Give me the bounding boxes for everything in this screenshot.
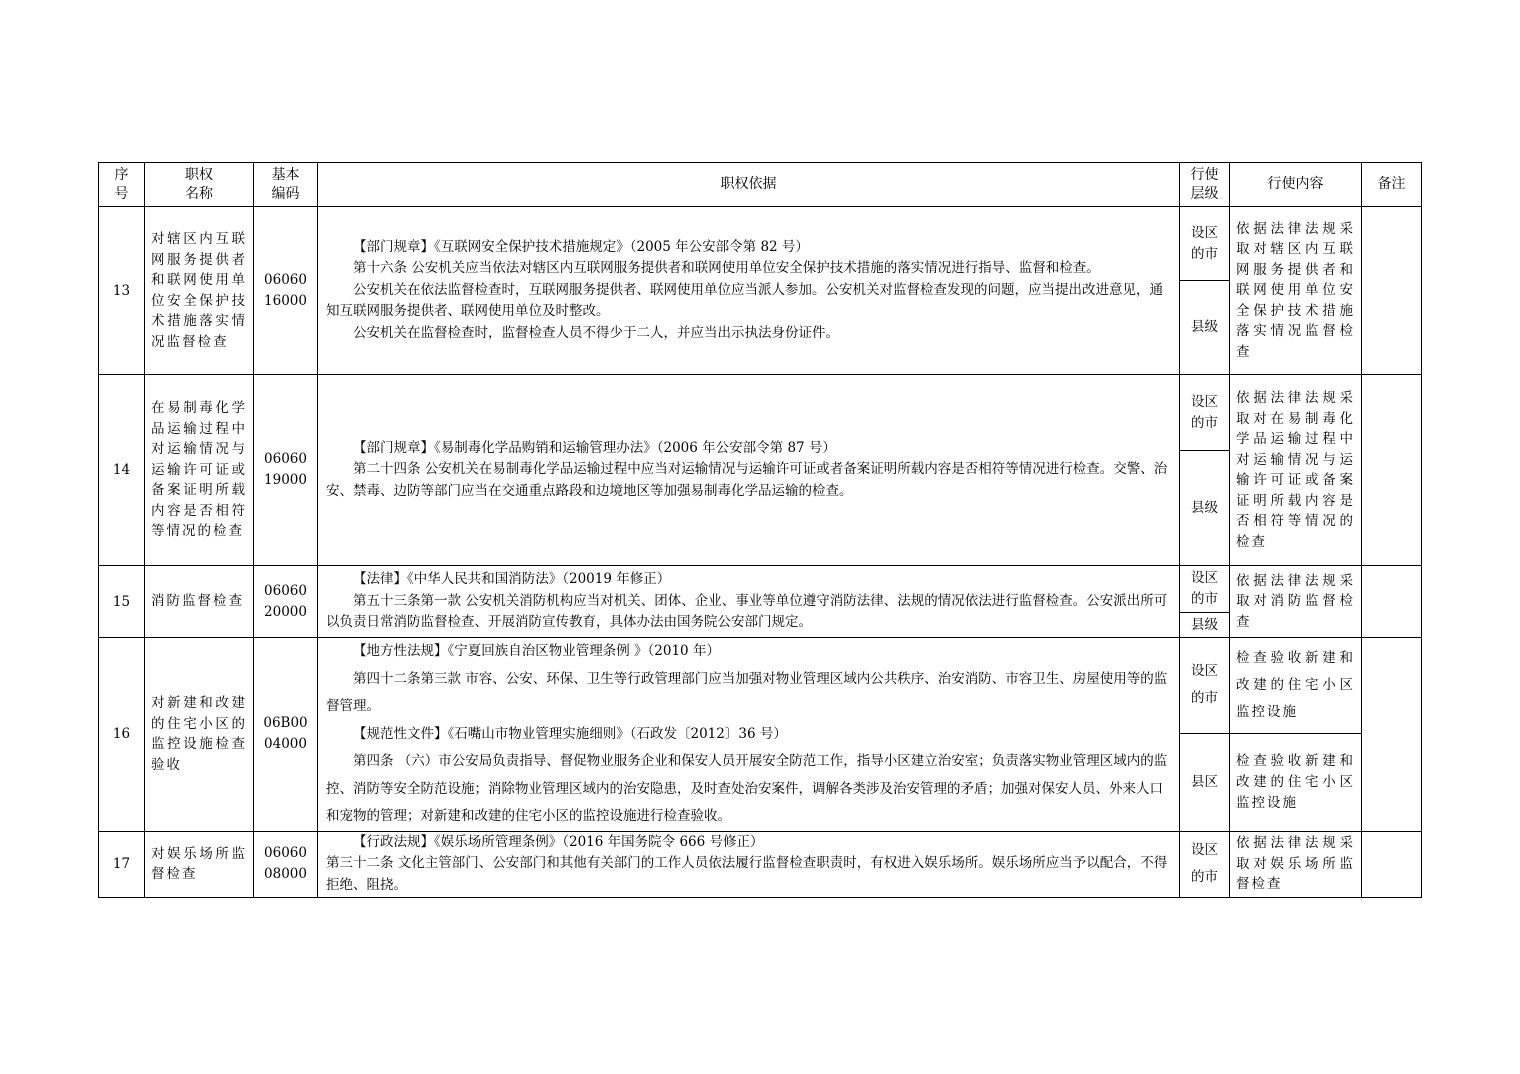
row-level: 设区的市 bbox=[1180, 566, 1230, 613]
row-content: 依据法律法规采取对辖区内互联网服务提供者和联网使用单位安全保护技术措施落实情况监督检查 bbox=[1230, 207, 1362, 375]
row-level: 县级 bbox=[1180, 613, 1230, 638]
table-row bbox=[99, 566, 1422, 613]
row-remark bbox=[1362, 638, 1422, 832]
header-name: 职权名称 bbox=[145, 163, 254, 207]
row-content: 检查验收新建和改建的住宅小区监控设施 bbox=[1230, 638, 1362, 734]
header-level: 行使层级 bbox=[1180, 163, 1230, 207]
row-level: 设区的市 bbox=[1180, 638, 1230, 734]
row-level: 县级 bbox=[1180, 281, 1230, 375]
row-code: 06060 08000 bbox=[254, 831, 318, 897]
row-content: 依据法律法规采取对在易制毒化学品运输过程中对运输情况与运输许可证或备案证明所载内容是否相符等情况的检查 bbox=[1230, 375, 1362, 566]
header-row bbox=[99, 163, 1422, 207]
row-remark bbox=[1362, 207, 1422, 375]
header-seq: 序号 bbox=[99, 163, 145, 207]
row-level: 设区的市 bbox=[1180, 831, 1230, 897]
header-remark: 备注 bbox=[1362, 163, 1422, 207]
header-code: 基本编码 bbox=[254, 163, 318, 207]
row-level: 设区的市 bbox=[1180, 375, 1230, 451]
row-remark bbox=[1362, 375, 1422, 566]
row-code: 06060 20000 bbox=[254, 566, 318, 638]
authority-table bbox=[98, 162, 1422, 898]
table-row bbox=[99, 207, 1422, 281]
row-seq: 16 bbox=[99, 638, 145, 832]
row-name: 对娱乐场所监督检查 bbox=[145, 831, 254, 897]
row-basis: 【地方性法规】《宁夏回族自治区物业管理条例 》（2010 年） 第四十二条第三款 市容、公安、环保、卫生等行政管理部门应当加强对物业管理区域内公共秩序、治安消防、市容卫生、房屋使用等的监督管理。 【规范性文件】《石嘴山市物业管理实施细则》（石政发〔2012〕36 号） 第四条 （六）市公安局负责指导、督促物业服务企业和保安人员开展安全防范工作，指导小区建立治安室；负责落实物业管理区域内的监控、消防等安全防范设施；消除物业管理区域内的治安隐患，及时查处治安案件，调解各类涉及治安管理的矛盾；加强对保安人员、外来人口和宠物的管理；对新建和改建的住宅小区的监控设施进行检查验收。 bbox=[318, 638, 1180, 832]
header-content: 行使内容 bbox=[1230, 163, 1362, 207]
row-name: 消防监督检查 bbox=[145, 566, 254, 638]
row-remark bbox=[1362, 831, 1422, 897]
row-content: 依据法律法规采取对消防监督检查 bbox=[1230, 566, 1362, 638]
row-level: 县级 bbox=[1180, 451, 1230, 566]
row-seq: 13 bbox=[99, 207, 145, 375]
row-basis: 【部门规章】《易制毒化学品购销和运输管理办法》（2006 年公安部令第 87 号） 第二十四条 公安机关在易制毒化学品运输过程中应当对运输情况与运输许可证或者备案证明所载内容是否相符等情况进行检查。交警、治安、禁毒、边防等部门应当在交通重点路段和边境地区等加强易制毒化学品运输的检查。 bbox=[318, 375, 1180, 566]
row-seq: 14 bbox=[99, 375, 145, 566]
row-name: 对辖区内互联网服务提供者和联网使用单位安全保护技术措施落实情况监督检查 bbox=[145, 207, 254, 375]
row-seq: 15 bbox=[99, 566, 145, 638]
header-basis: 职权依据 bbox=[318, 163, 1180, 207]
row-code: 06B00 04000 bbox=[254, 638, 318, 832]
row-basis: 【部门规章】《互联网安全保护技术措施规定》（2005 年公安部令第 82 号） 第十六条 公安机关应当依法对辖区内互联网服务提供者和联网使用单位安全保护技术措施的落实情况进行指导、监督和检查。 公安机关在依法监督检查时，互联网服务提供者、联网使用单位应当派人参加。公安机关对监督检查发现的问题，应当提出改进意见，通知互联网服务提供者、联网使用单位及时整改。 公安机关在监督检查时，监督检查人员不得少于二人，并应当出示执法身份证件。 bbox=[318, 207, 1180, 375]
row-code: 06060 16000 bbox=[254, 207, 318, 375]
row-name: 对新建和改建的住宅小区的监控设施检查验收 bbox=[145, 638, 254, 832]
row-basis: 【法律】《中华人民共和国消防法》（20019 年修正） 第五十三条第一款 公安机关消防机构应当对机关、团体、企业、事业等单位遵守消防法律、法规的情况依法进行监督检查。公安派出所可以负责日常消防监督检查、开展消防宣传教育，具体办法由国务院公安部门规定。 bbox=[318, 566, 1180, 638]
row-basis: 【行政法规】《娱乐场所管理条例》（2016 年国务院令 666 号修正） 第三十二条 文化主管部门、公安部门和其他有关部门的工作人员依法履行监督检查职责时，有权进入娱乐场所。娱乐场所应当予以配合，不得拒绝、阻挠。 bbox=[318, 831, 1180, 897]
row-level: 设区的市 bbox=[1180, 207, 1230, 281]
table-row bbox=[99, 831, 1422, 897]
row-seq: 17 bbox=[99, 831, 145, 897]
row-remark bbox=[1362, 566, 1422, 638]
row-name: 在易制毒化学品运输过程中对运输情况与运输许可证或备案证明所载内容是否相符等情况的检查 bbox=[145, 375, 254, 566]
row-level: 县区 bbox=[1180, 733, 1230, 831]
row-content: 检查验收新建和改建的住宅小区监控设施 bbox=[1230, 733, 1362, 831]
table-row bbox=[99, 638, 1422, 734]
row-content: 依据法律法规采取对娱乐场所监督检查 bbox=[1230, 831, 1362, 897]
row-code: 06060 19000 bbox=[254, 375, 318, 566]
table-row bbox=[99, 375, 1422, 451]
